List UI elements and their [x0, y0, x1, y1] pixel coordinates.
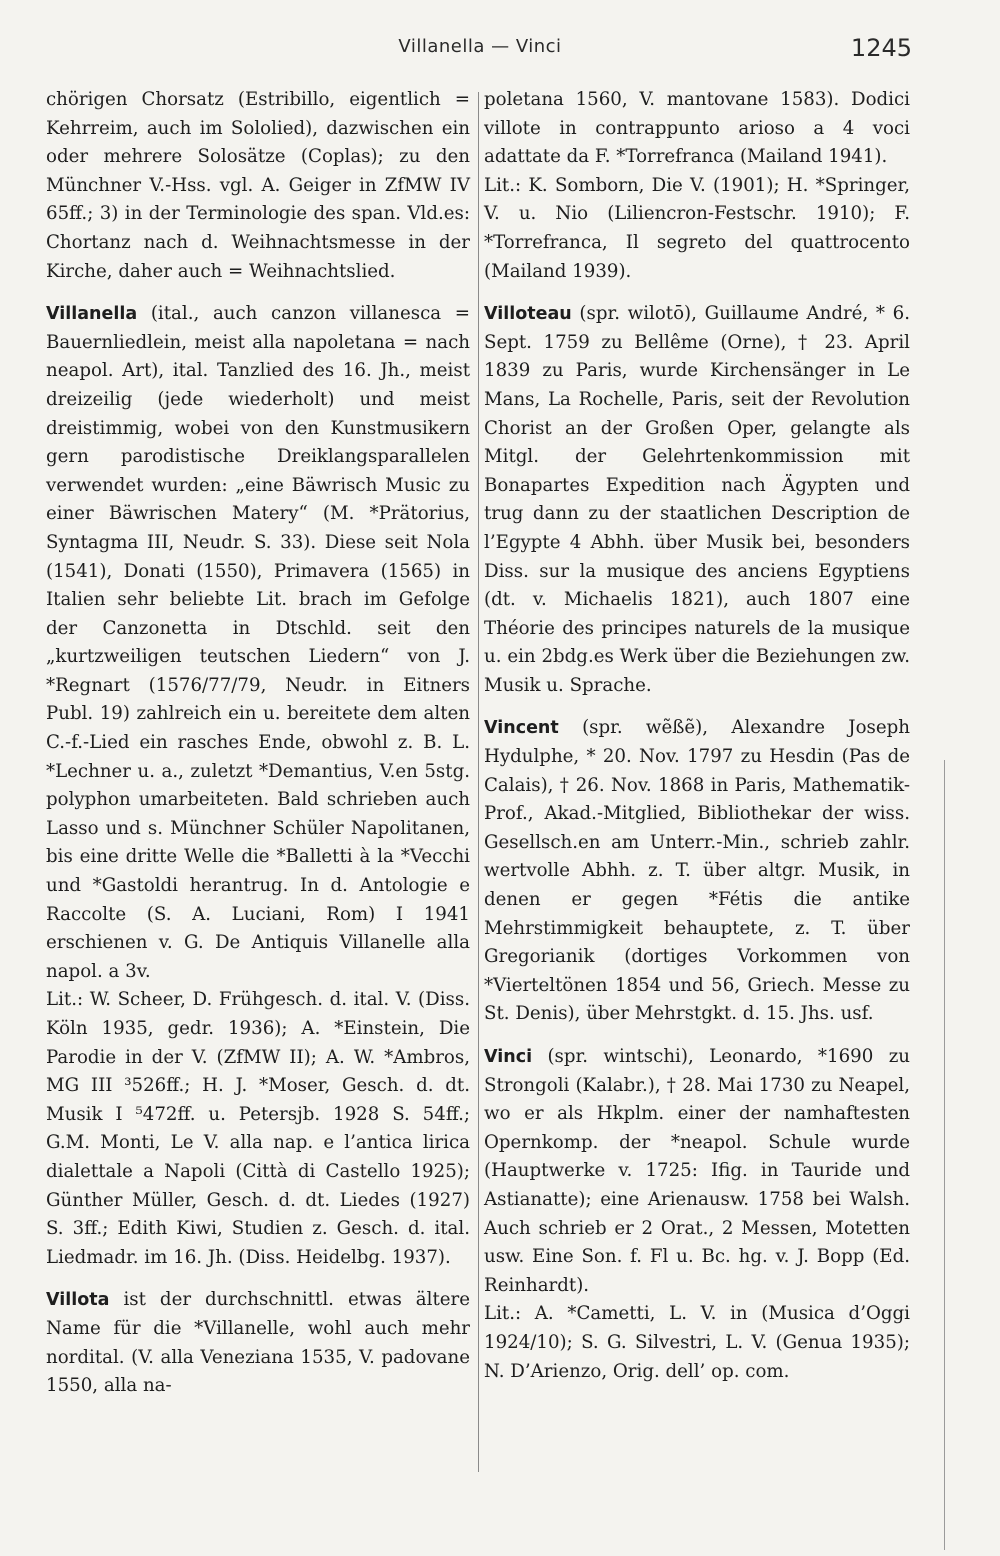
headword-villanella: Villanella	[46, 304, 138, 325]
literature-vinci: Lit.: A. *Cametti, L. V. in (Musica d’Oggi 1924/10); S. G. Silvestri, L. V. (Genua 1935); N. D’Arienzo, Orig. dell’ op. com.	[484, 1303, 910, 1382]
entry-vinci	[484, 1043, 910, 1386]
column-divider	[478, 92, 479, 1472]
entry-villota-continued	[484, 86, 910, 286]
right-column	[484, 86, 910, 1400]
page-number: 1245	[850, 34, 912, 62]
headword-vinci: Vinci	[484, 1047, 533, 1067]
entry-villoteau	[484, 300, 910, 700]
page-edge-line	[944, 760, 945, 1550]
headword-vincent: Vincent	[484, 718, 559, 739]
entry-villanella	[46, 300, 470, 1272]
entry-villota	[46, 1286, 470, 1400]
villota-text: ist der durchschnittl. etwas ältere Name für die *Villanelle, wohl auch mehr nordital. (V. alla Veneziana 1535, V. padovane 1550, alla na-	[46, 1289, 470, 1397]
page-header	[48, 30, 912, 70]
villanella-text: (ital., auch canzon villanesca = Bauernliedlein, meist alla napoletana = nach neapol. Art), ital. Tanzlied des 16. Jh., meist dreizeilig (jede wiederholt) und meist dreistimmig, wobei von den Kunstmusikern gern parodistische Dreiklangsparallelen verwendet wurden: „eine Bäwrisch Music zu einer Bäwrischen Matery“ (M. *Prätorius, Syntagma III, Neudr. S. 33). Diese seit Nola (1541), Donati (1550), Primavera (1565) in Italien sehr beliebte Lit. brach im Gefolge der Canzonetta in Dtschld. seit den „kurtzweiligen teutschen Liedern“ von J. *Regnart (1576/77/79, Neudr. in Eitners Publ. 19) zahlreich ein u. bereitete dem alten C.-f.-Lied ein rasches Ende, obwohl z. B. L. *Lechner u. a., zuletzt *Demantius, V.en 5stg. polyphon umarbeiteten. Bald schrieben auch Lasso und s. Münchner Schüler Napolitanen, bis eine dritte Welle die *Balletti à la *Vecchi und *Gastoldi herantrug. In d. Antologie e Raccolte (S. A. Luciani, Rom) I 1941 erschienen v. G. De Antiquis Villanelle alla napol. a 3v.	[46, 303, 470, 982]
entry-body	[484, 1043, 910, 1300]
headword-villota: Villota	[46, 1290, 110, 1311]
literature-villota: Lit.: K. Somborn, Die V. (1901); H. *Springer, V. u. Nio (Liliencron-Festschr. 1910); F. *Torrefranca, Il segreto del quattrocento (Mailand 1939).	[484, 174, 910, 282]
entry-body	[46, 300, 470, 986]
left-column	[46, 86, 470, 1415]
entry-body	[484, 300, 910, 700]
entry-body	[46, 1286, 470, 1400]
running-head: Villanella — Vinci	[398, 36, 562, 57]
vincent-text: (spr. wẽßẽ), Alexandre Joseph Hydulphe, * 20. Nov. 1797 zu Hesdin (Pas de Calais), † 26. Nov. 1868 in Paris, Mathematik-Prof., Akad.-Mitglied, Bibliothekar der wiss. Gesellsch.en am Unterr.-Min., schrieb zahlr. wertvolle Abhh. z. T. über altgr. Musik, in denen er gegen *Fétis die antike Mehrstimmigkeit behauptete, z. T. über Gregorianik (dortiges Vorkommen von *Vierteltönen 1854 und 56, Griech. Messe zu St. Denis), über Mehrstgkt. d. 15. Jhs. usf.	[484, 717, 910, 1025]
continuation-text: chörigen Chorsatz (Estribillo, eigentlich = Kehrreim, auch im Sololied), dazwischen ein oder mehrere Solosätze (Coplas); zu den Münchner V.-Hss. vgl. A. Geiger in ZfMW IV 65ff.; 3) in der Terminologie des span. Vld.es: Chortanz nach d. Weihnachtsmesse in der Kirche, daher auch = Weihnachtslied.	[46, 89, 470, 282]
vinci-text: (spr. wintschi), Leonardo, *1690 zu Strongoli (Kalabr.), † 28. Mai 1730 zu Neapel, wo er als Hkplm. einer der namhaftesten Opernkomp. der *neapol. Schule wurde (Hauptwerke v. 1725: Ifig. in Tauride und Astianatte); eine Arienausw. 1758 bei Walsh. Auch schrieb er 2 Orat., 2 Messen, Motetten usw. Eine Son. f. Fl u. Bc. hg. v. J. Bopp (Ed. Reinhardt).	[484, 1046, 910, 1296]
villoteau-text: (spr. wilotō), Guillaume André, * 6. Sept. 1759 zu Bellême (Orne), † 23. April 1839 zu Paris, wurde Kirchensänger in Le Mans, La Rochelle, Paris, seit der Revolution Chorist an der Großen Oper, gelangte als Mitgl. der Gelehrtenkommission mit Bonapartes Expedition nach Ägypten und trug dann zu der staatlichen Description de l’Egypte 4 Abhh. über Musik bei, besonders Diss. sur la musique des anciens Egyptiens (dt. v. Michaelis 1821), auch 1807 eine Théorie des principes naturels de la musique u. ein 2bdg.es Werk über die Beziehungen zw. Musik u. Sprache.	[484, 303, 910, 696]
continuation-text: poletana 1560, V. mantovane 1583). Dodici villote in contrappunto arioso a 4 voci adattate da F. *Torrefranca (Mailand 1941).	[484, 89, 910, 168]
entry-continuation	[46, 86, 470, 286]
headword-villoteau: Villoteau	[484, 304, 572, 325]
entry-body	[484, 714, 910, 1029]
entry-vincent	[484, 714, 910, 1029]
literature-villanella: Lit.: W. Scheer, D. Frühgesch. d. ital. V. (Diss. Köln 1935, gedr. 1936); A. *Einstein, Die Parodie in der V. (ZfMW II); A. W. *Ambros, MG III ³526ff.; H. J. *Moser, Gesch. d. dt. Musik I ⁵472ff. u. Petersjb. 1928 S. 54ff.; G.M. Monti, Le V. alla nap. e l’antica lirica dialettale a Napoli (Città di Castello 1925); Günther Müller, Gesch. d. dt. Liedes (1927) S. 3ff.; Edith Kiwi, Studien z. Gesch. d. ital. Liedmadr. im 16. Jh. (Diss. Heidelbg. 1937).	[46, 989, 470, 1268]
